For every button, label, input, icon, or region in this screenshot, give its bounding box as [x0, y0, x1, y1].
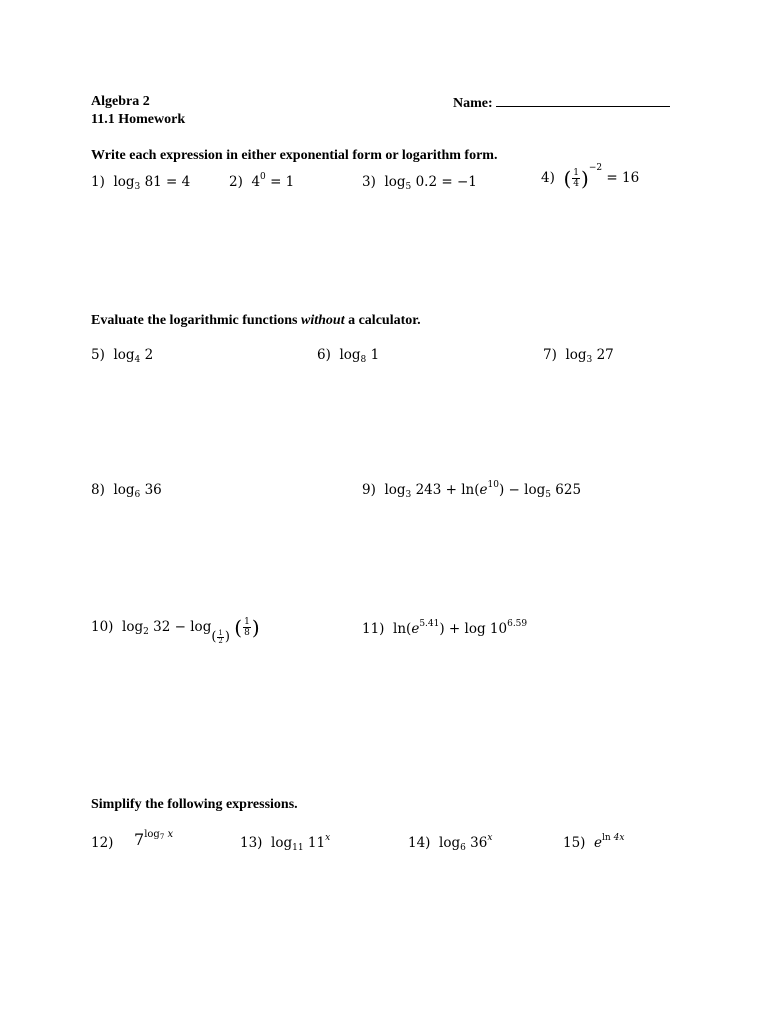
- name-blank[interactable]: [496, 94, 670, 107]
- problem-12-expression: $7^{log_7 x}$: [134, 829, 174, 849]
- assignment-title: 11.1 Homework: [91, 112, 186, 127]
- section1-instruction: Write each expression in either exponential form or logarithm form.: [91, 148, 498, 163]
- problem-6: 6) $\log_8 1$: [317, 347, 380, 365]
- problem-10: 10) $\log_2 32 - \log$( $\frac{1}{2}$ ) ( $\frac{1}{8}$ ): [91, 615, 260, 645]
- problem-13: 13) $\log_{11} 11^x$: [240, 833, 331, 853]
- course-title: Algebra 2: [91, 94, 150, 109]
- problem-12: 12): [91, 835, 114, 851]
- name-field[interactable]: [453, 94, 670, 112]
- section3-instruction: Simplify the following expressions.: [91, 797, 298, 812]
- problem-9: 9) $\log_3 243 + \ln(e^{10}) - \log_5 625$: [362, 480, 582, 500]
- problem-11: 11) $\ln(e^{5.41}) + \log 10^{6.59}$: [362, 619, 528, 637]
- problem-4: 4) ( $\frac{1}{4}$ )$^{-2}$ = 16: [541, 163, 640, 191]
- problem-2: 2) $4^0 = 1$: [229, 172, 295, 190]
- name-label: Name:: [453, 96, 493, 111]
- problem-3: 3) $\log_5 0.2 = -1$: [362, 174, 477, 192]
- problem-8: 8) $\log_6 36$: [91, 482, 162, 500]
- problem-7: 7) $\log_3 27$: [543, 347, 614, 365]
- problem-14: 14) $\log_6 36^x$: [408, 833, 493, 853]
- problem-15: 15) $e^{ln 4x}$: [563, 833, 625, 851]
- section2-instruction: Evaluate the logarithmic functions without a calculator.: [91, 313, 421, 328]
- problem-5: 5) $\log_4 2$: [91, 347, 154, 365]
- problem-1: 1) $\log_3 81 = 4$: [91, 174, 191, 192]
